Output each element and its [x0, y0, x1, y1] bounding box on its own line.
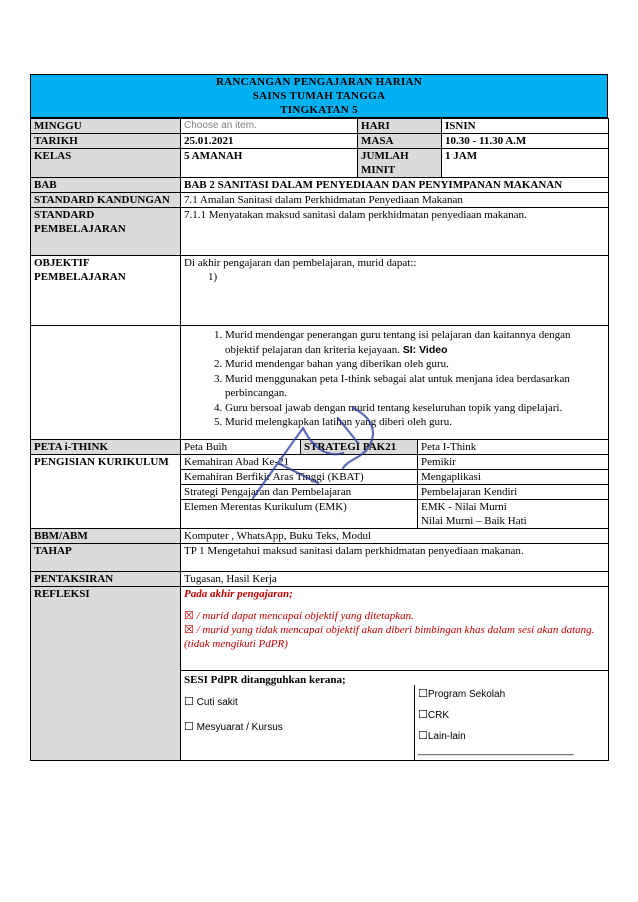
kelas-label: KELAS — [31, 149, 181, 178]
checkbox-icon[interactable]: ☐ — [184, 695, 194, 708]
pengisian-kurikulum-label: PENGISIAN KURIKULUM — [31, 455, 181, 529]
list-item: 1. Murid mendengar penerangan guru tentang isi pelajaran dan kaitannya dengan objektif pelajaran dan kriteria kejayaan. SI: Video — [225, 328, 605, 357]
masa-label: MASA — [358, 134, 442, 149]
bbm-label: BBM/ABM — [31, 529, 181, 544]
tahap-label: TAHAP — [31, 544, 181, 572]
aktiviti-cell — [181, 326, 609, 440]
emk-value: EMK - Nilai Murni — [421, 501, 507, 513]
nilai-murni-value: Nilai Murni – Baik Hati — [421, 515, 527, 527]
list-item: 2. Murid mendengar bahan yang diberikan oleh guru. — [225, 357, 605, 372]
kurikulum-right: Pemikir — [418, 455, 609, 470]
checkbox-icon[interactable]: ☐ — [418, 687, 428, 700]
bab-label: BAB — [31, 178, 181, 193]
jumlah-minit-value: 1 JAM — [442, 149, 609, 178]
refleksi-title: Pada akhir pengajaran; — [184, 588, 293, 600]
pentaksiran-label: PENTAKSIRAN — [31, 572, 181, 587]
kurikulum-right: Pembelajaran Kendiri — [418, 485, 609, 500]
hari-value: ISNIN — [442, 119, 609, 134]
kurikulum-right — [418, 500, 609, 529]
bab-value: BAB 2 SANITASI DALAM PENYEDIAAN DAN PENYIMPANAN MAKANAN — [181, 178, 609, 193]
refleksi-line-2: ☒ / murid yang tidak mencapai objektif akan diberi bimbingan khas dalam sesi akan datang. (tidak mengikuti PdPR) — [184, 623, 595, 650]
refleksi-label: REFLEKSI — [31, 587, 181, 761]
document-header — [30, 74, 608, 118]
header-form: TINGKATAN 5 — [280, 104, 358, 116]
lain-lain-option: ☐Lain-lain ____________________________ — [418, 729, 574, 756]
strategi-pak21-label: STRATEGI PAK21 — [301, 440, 418, 455]
standard-kandungan-value: 7.1 Amalan Sanitasi dalam Perkhidmatan Penyediaan Makanan — [181, 193, 609, 208]
standard-pembelajaran-value: 7.1.1 Menyatakan maksud sanitasi dalam perkhidmatan penyediaan makanan. — [181, 208, 609, 256]
header-subject: SAINS TUMAH TANGGA — [252, 90, 386, 102]
list-item: 3. Murid menggunakan peta I-think sebagai alat untuk menjana idea berdasarkan perbincangan. — [225, 372, 605, 401]
crk-option: ☐CRK — [418, 708, 449, 721]
minggu-label: MINGGU — [31, 119, 181, 134]
objektif-cell — [181, 256, 609, 326]
standard-kandungan-label: STANDARD KANDUNGAN — [31, 193, 181, 208]
program-sekolah-option: ☐Program Sekolah — [418, 687, 506, 700]
info-table — [30, 118, 609, 761]
checkbox-icon[interactable]: ☐ — [418, 729, 428, 742]
si-video-label: SI: Video — [402, 343, 448, 356]
tarikh-label: TARIKH — [31, 134, 181, 149]
aktiviti-label — [31, 326, 181, 440]
sesi-title: SESI PdPR ditangguhkan kerana; — [184, 674, 346, 686]
mesyuarat-option: ☐ Mesyuarat / Kursus — [184, 720, 283, 733]
kurikulum-left: Strategi Pengajaran dan Pembelajaran — [181, 485, 418, 500]
peta-ithink-label: PETA i-THINK — [31, 440, 181, 455]
tahap-value: TP 1 Mengetahui maksud sanitasi dalam perkhidmatan penyediaan makanan. — [181, 544, 609, 572]
tarikh-value: 25.01.2021 — [181, 134, 358, 149]
bbm-value: Komputer , WhatsApp, Buku Teks, Modul — [181, 529, 609, 544]
kurikulum-left: Kemahiran Berfikir Aras Tinggi (KBAT) — [181, 470, 418, 485]
refleksi-cell — [181, 587, 609, 671]
sesi-right-col — [414, 685, 608, 760]
peta-ithink-value: Peta Buih — [181, 440, 301, 455]
jumlah-minit-label: JUMLAH MINIT — [358, 149, 442, 178]
objektif-label: OBJEKTIF PEMBELAJARAN — [31, 256, 181, 326]
minggu-dropdown[interactable]: Choose an item. — [181, 119, 358, 134]
hari-label: HARI — [358, 119, 442, 134]
list-item: 5. Murid melengkapkan latihan yang diberi oleh guru. — [225, 415, 605, 430]
kurikulum-left: Kemahiran Abad Ke-21 — [181, 455, 418, 470]
header-title: RANCANGAN PENGAJARAN HARIAN — [215, 76, 423, 88]
objektif-item: 1) — [208, 271, 218, 283]
pentaksiran-value: Tugasan, Hasil Kerja — [181, 572, 609, 587]
checked-box-icon[interactable]: ☒ — [184, 623, 194, 636]
aktiviti-list — [184, 328, 605, 430]
kurikulum-right: Mengaplikasi — [418, 470, 609, 485]
list-item: 4. Guru bersoal jawab dengan murid tentang keseluruhan topik yang dipelajari. — [225, 401, 605, 416]
objektif-intro: Di akhir pengajaran dan pembelajaran, murid dapat:: — [184, 257, 417, 269]
standard-pembelajaran-label: STANDARD PEMBELAJARAN — [31, 208, 181, 256]
kelas-value: 5 AMANAH — [181, 149, 358, 178]
strategi-pak21-value: Peta I-Think — [418, 440, 609, 455]
checkbox-icon[interactable]: ☐ — [418, 708, 428, 721]
rph-sheet — [30, 74, 608, 761]
sesi-cell — [181, 671, 609, 761]
kurikulum-left: Elemen Merentas Kurikulum (EMK) — [181, 500, 418, 529]
checked-box-icon[interactable]: ☒ — [184, 609, 194, 622]
masa-value: 10.30 - 11.30 A.M — [442, 134, 609, 149]
refleksi-line-1: ☒ / murid dapat mencapai objektif yang ditetapkan. — [184, 609, 414, 622]
sesi-left-col — [181, 687, 414, 760]
checkbox-icon[interactable]: ☐ — [184, 720, 194, 733]
cuti-sakit-option: ☐ Cuti sakit — [184, 695, 238, 708]
